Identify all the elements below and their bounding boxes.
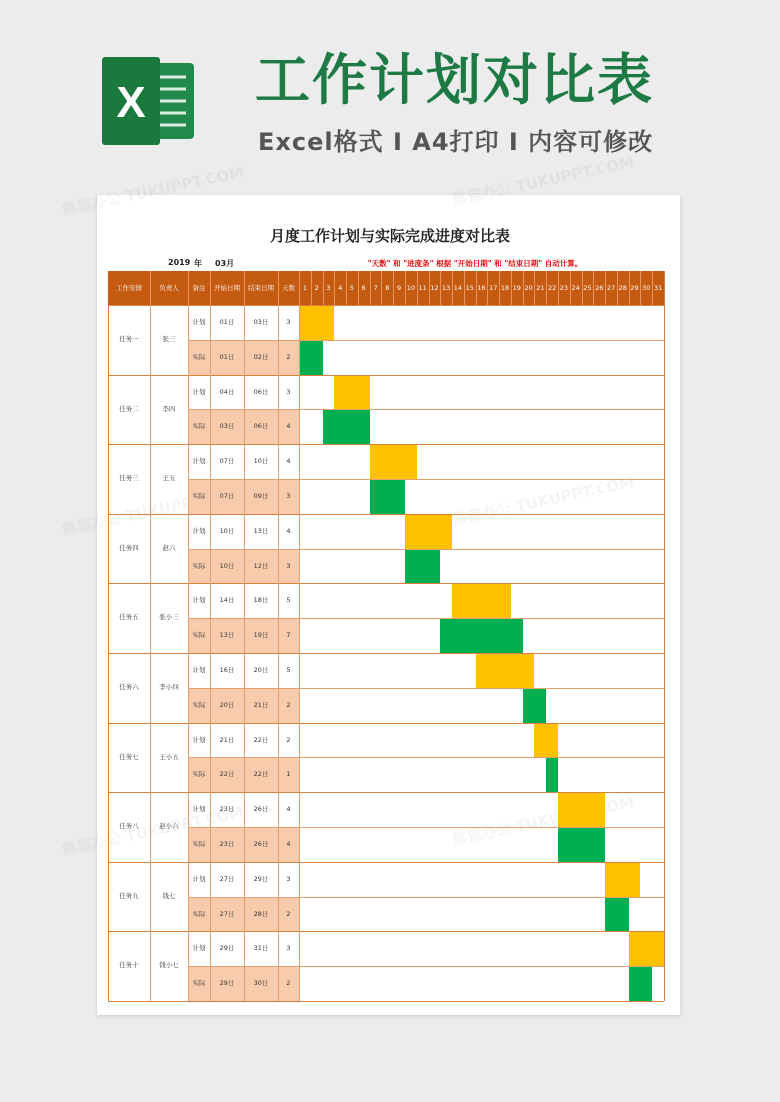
day-divider	[546, 271, 547, 305]
start-date: 10日	[219, 526, 235, 535]
plan-bar	[476, 653, 535, 688]
day-header: 12	[430, 284, 439, 292]
day-divider	[558, 271, 559, 305]
row-divider	[188, 757, 664, 758]
page-subtitle: Excel格式 I A4打印 I 内容可修改	[258, 128, 654, 156]
task-name: 任务四	[119, 543, 139, 552]
plan-bar	[299, 305, 334, 340]
end-date: 18日	[253, 596, 269, 605]
day-header: 7	[373, 284, 378, 292]
row-divider	[188, 897, 664, 898]
day-divider	[570, 271, 571, 305]
day-divider	[452, 271, 453, 305]
day-count: 3	[286, 492, 291, 500]
start-date: 23日	[219, 840, 235, 848]
day-divider	[582, 271, 583, 305]
day-header: 19	[512, 284, 521, 292]
start-date: 01日	[219, 318, 235, 326]
start-date: 07日	[219, 492, 235, 500]
day-count: 4	[286, 805, 291, 814]
table-right-border	[664, 271, 665, 1001]
day-divider	[346, 271, 347, 305]
day-header: 6	[361, 284, 366, 292]
task-owner: 张小三	[159, 613, 179, 622]
day-count: 3	[286, 318, 291, 326]
day-count: 3	[286, 874, 291, 883]
day-divider	[323, 271, 324, 305]
row-divider	[108, 444, 664, 445]
plan-bar	[558, 792, 605, 827]
start-date: 16日	[219, 666, 235, 674]
day-header: 11	[418, 284, 427, 292]
year-value: 2019	[168, 258, 191, 267]
page-header	[0, 0, 780, 190]
end-date: 02日	[253, 352, 269, 361]
plan-bar	[605, 862, 640, 897]
plan-bar	[370, 444, 417, 479]
row-type: 计划	[192, 387, 206, 396]
day-count: 3	[286, 387, 291, 396]
row-type: 实际	[192, 631, 206, 640]
day-count: 4	[286, 840, 291, 848]
row-divider	[108, 1001, 664, 1002]
row-divider	[108, 514, 664, 515]
start-date: 27日	[219, 874, 235, 883]
row-type: 计划	[192, 805, 206, 814]
day-header: 28	[618, 284, 627, 292]
plan-bar	[452, 583, 511, 618]
day-header: 17	[489, 284, 498, 292]
row-type: 实际	[192, 352, 206, 361]
end-date: 22日	[253, 735, 269, 744]
end-date: 06日	[253, 387, 269, 396]
day-divider	[476, 271, 477, 305]
day-header: 5	[349, 284, 355, 292]
day-count: 3	[286, 944, 291, 953]
row-type: 计划	[192, 666, 206, 674]
day-header: 18	[500, 284, 510, 292]
plan-bar	[534, 723, 558, 758]
day-header: 14	[453, 284, 463, 292]
day-divider	[487, 271, 488, 305]
day-count: 2	[286, 700, 291, 709]
day-divider	[534, 271, 535, 305]
day-header: 16	[477, 284, 486, 292]
start-date: 01日	[219, 352, 235, 361]
task-owner: 赵小六	[159, 822, 179, 831]
end-date: 06日	[253, 422, 269, 431]
start-date: 27日	[219, 909, 235, 918]
row-type: 实际	[192, 979, 206, 988]
actual-bar	[370, 479, 405, 514]
excel-logo-icon	[98, 55, 198, 147]
row-type: 计划	[192, 526, 206, 535]
row-type: 计划	[192, 735, 206, 744]
task-owner: 王五	[162, 474, 176, 483]
day-divider	[299, 271, 300, 305]
day-header: 31	[653, 284, 663, 292]
row-divider	[188, 688, 664, 689]
row-type: 计划	[192, 944, 206, 953]
end-date: 19日	[253, 631, 269, 640]
actual-bar	[523, 688, 547, 723]
row-divider	[108, 653, 664, 654]
row-divider	[108, 723, 664, 724]
column-divider	[278, 305, 279, 1001]
day-header: 27	[606, 284, 616, 292]
header-divider	[150, 271, 151, 305]
end-date: 10日	[253, 457, 269, 466]
row-type: 实际	[192, 700, 206, 709]
row-type: 实际	[192, 770, 206, 779]
end-date: 26日	[253, 840, 269, 848]
end-date: 28日	[253, 909, 269, 918]
column-header: 结束日期	[248, 284, 274, 292]
day-header: 22	[547, 284, 557, 292]
end-date: 03日	[253, 318, 269, 326]
day-divider	[358, 271, 359, 305]
day-header: 25	[583, 284, 592, 292]
day-header: 15	[465, 284, 474, 292]
task-name: 任务九	[119, 891, 139, 900]
day-divider	[605, 271, 606, 305]
row-divider	[108, 375, 664, 376]
column-header: 开始日期	[214, 284, 240, 292]
day-divider	[629, 271, 630, 305]
header-divider	[188, 271, 189, 305]
end-date: 20日	[253, 666, 269, 674]
row-divider	[188, 409, 664, 410]
day-divider	[617, 271, 618, 305]
month-value: 03月	[215, 259, 235, 268]
start-date: 22日	[219, 770, 235, 779]
header-divider	[278, 271, 279, 305]
task-name: 任务七	[119, 752, 139, 761]
day-header: 9	[397, 284, 402, 292]
end-date: 12日	[253, 561, 269, 570]
actual-bar	[605, 897, 629, 932]
day-header: 23	[559, 284, 569, 292]
end-date: 21日	[253, 700, 269, 709]
end-date: 09日	[253, 492, 269, 500]
plan-bar	[405, 514, 452, 549]
svg-text:X: X	[116, 78, 146, 127]
column-header: 工作安排	[116, 284, 142, 292]
start-date: 10日	[219, 561, 235, 570]
task-owner: 赵六	[162, 543, 176, 552]
day-divider	[370, 271, 371, 305]
plan-bar	[334, 375, 369, 410]
day-divider	[511, 271, 512, 305]
day-count: 2	[286, 352, 291, 361]
day-header: 21	[536, 284, 545, 292]
task-name: 任务六	[119, 683, 139, 691]
column-divider	[244, 305, 245, 1001]
row-divider	[108, 583, 664, 584]
day-header: 3	[326, 284, 331, 292]
column-header: 天数	[282, 284, 295, 292]
column-header: 备注	[192, 284, 206, 292]
start-date: 29日	[219, 979, 235, 988]
row-type: 实际	[192, 909, 206, 918]
task-owner: 李小四	[159, 683, 179, 691]
day-header: 20	[524, 284, 533, 292]
row-type: 实际	[192, 561, 206, 570]
day-divider	[334, 271, 335, 305]
day-count: 7	[286, 631, 291, 640]
day-count: 2	[286, 909, 291, 918]
end-date: 26日	[253, 805, 269, 814]
row-divider	[108, 862, 664, 863]
start-date: 29日	[219, 944, 235, 953]
day-divider	[640, 271, 641, 305]
page-title: 工作计划对比表	[255, 48, 655, 112]
start-date: 13日	[219, 631, 235, 640]
auto-calc-note: "天数" 和 "进度条" 根据 "开始日期" 和 "结束日期" 自动计算。	[367, 259, 583, 268]
day-header: 1	[302, 284, 307, 292]
row-type: 实际	[192, 422, 206, 431]
start-date: 14日	[219, 596, 235, 605]
actual-bar	[629, 966, 653, 1001]
day-header: 2	[314, 284, 319, 292]
column-divider	[150, 305, 151, 1001]
day-count: 5	[286, 666, 291, 674]
day-count: 4	[286, 457, 291, 466]
row-divider	[188, 549, 664, 550]
start-date: 23日	[219, 805, 235, 814]
task-name: 任务三	[119, 474, 139, 483]
row-type: 计划	[192, 318, 206, 326]
task-name: 任务五	[119, 613, 139, 622]
day-divider	[393, 271, 394, 305]
end-date: 31日	[253, 944, 269, 953]
end-date: 13日	[253, 526, 269, 535]
day-count: 2	[286, 735, 291, 744]
row-type: 计划	[192, 874, 206, 883]
row-divider	[188, 479, 664, 480]
start-date: 04日	[219, 387, 235, 396]
day-header: 8	[385, 284, 390, 292]
row-divider	[188, 340, 664, 341]
start-date: 03日	[219, 422, 235, 431]
day-header: 13	[442, 284, 451, 292]
task-owner: 张三	[162, 335, 176, 343]
row-divider	[108, 931, 664, 932]
actual-bar	[558, 827, 605, 862]
sheet-title: 月度工作计划与实际完成进度对比表	[269, 227, 510, 245]
actual-bar	[546, 757, 558, 792]
day-divider	[652, 271, 653, 305]
day-count: 4	[286, 526, 291, 535]
day-header: 30	[642, 284, 651, 292]
row-divider	[188, 618, 664, 619]
column-divider	[188, 305, 189, 1001]
actual-bar	[440, 618, 522, 653]
column-divider	[108, 305, 109, 1001]
end-date: 30日	[253, 979, 269, 988]
day-divider	[499, 271, 500, 305]
actual-bar	[405, 549, 440, 584]
day-divider	[440, 271, 441, 305]
column-divider	[299, 305, 300, 1001]
day-divider	[381, 271, 382, 305]
start-date: 20日	[219, 700, 235, 709]
actual-bar	[299, 340, 323, 375]
header-divider	[210, 271, 211, 305]
day-divider	[523, 271, 524, 305]
row-type: 实际	[192, 492, 206, 500]
day-header: 10	[406, 284, 415, 292]
row-divider	[188, 827, 664, 828]
task-name: 任务一	[119, 335, 139, 343]
actual-bar	[323, 409, 370, 444]
column-header: 负责人	[159, 284, 179, 292]
day-count: 5	[286, 596, 291, 605]
day-divider	[429, 271, 430, 305]
day-divider	[405, 271, 406, 305]
start-date: 21日	[219, 735, 235, 744]
row-divider	[188, 966, 664, 967]
row-divider	[108, 792, 664, 793]
plan-bar	[629, 931, 664, 966]
day-count: 1	[286, 770, 291, 779]
day-count: 4	[286, 422, 291, 431]
day-header: 26	[595, 284, 604, 292]
day-divider	[593, 271, 594, 305]
task-name: 任务十	[119, 961, 139, 970]
start-date: 07日	[219, 457, 235, 466]
task-name: 任务八	[119, 822, 139, 831]
day-header: 4	[338, 284, 343, 292]
day-divider	[464, 271, 465, 305]
task-owner: 钱小七	[159, 961, 179, 970]
task-owner: 王小五	[159, 752, 179, 761]
task-name: 任务二	[119, 404, 139, 413]
day-divider	[417, 271, 418, 305]
task-owner: 李四	[162, 404, 176, 413]
task-owner: 钱七	[162, 891, 176, 900]
row-type: 计划	[192, 596, 206, 605]
row-divider	[108, 305, 664, 306]
year-label: 年	[194, 259, 202, 268]
end-date: 22日	[253, 770, 269, 779]
column-divider	[210, 305, 211, 1001]
header-divider	[244, 271, 245, 305]
row-type: 实际	[192, 840, 206, 848]
end-date: 29日	[253, 874, 269, 883]
row-type: 计划	[192, 457, 206, 466]
day-header: 24	[571, 284, 580, 292]
day-count: 3	[286, 561, 291, 570]
day-divider	[311, 271, 312, 305]
day-count: 2	[286, 979, 291, 988]
day-header: 29	[630, 284, 639, 292]
